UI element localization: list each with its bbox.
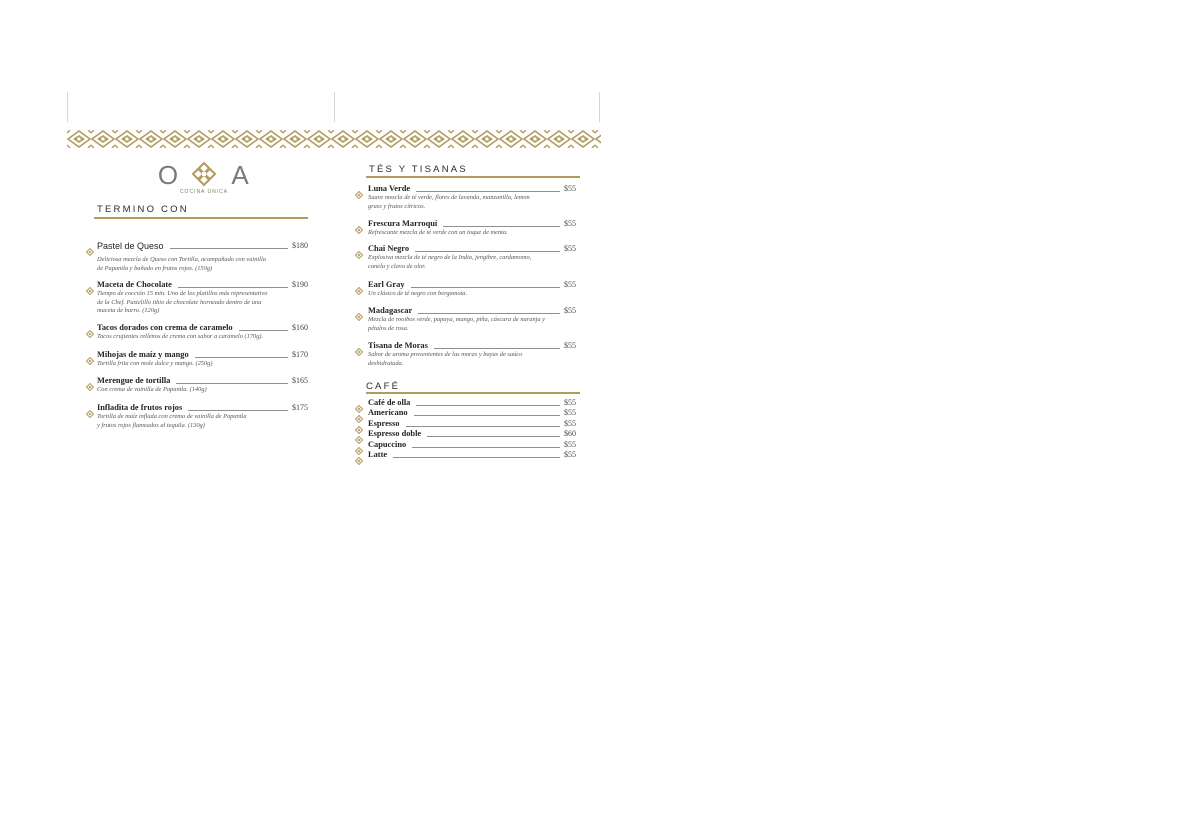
dessert-name: Pastel de Queso bbox=[97, 241, 164, 251]
dotted-leader bbox=[195, 357, 288, 358]
tea-description-line: deshidratada. bbox=[368, 359, 404, 367]
diamond-bullet-icon bbox=[86, 378, 94, 386]
tea-price: $55 bbox=[564, 280, 576, 289]
diamond-bullet-icon bbox=[355, 308, 363, 316]
section-title-termino: TERMINO CON bbox=[97, 204, 189, 215]
tea-name: Tisana de Moras bbox=[368, 341, 428, 350]
tea-price: $55 bbox=[564, 306, 576, 315]
dessert-description-line: Tortilla frita con mole dulce y mango. (250g) bbox=[97, 360, 213, 367]
diamond-bullet-icon bbox=[355, 400, 363, 408]
tea-description-line: canela y clavo de olor. bbox=[368, 262, 426, 270]
dotted-leader bbox=[178, 287, 288, 288]
diamond-bullet-icon bbox=[355, 282, 363, 290]
diamond-bullet-icon bbox=[355, 442, 363, 450]
dotted-leader bbox=[414, 415, 560, 416]
tea-description-line: Explosiva mezcla de té negro de la India, jengibre, cardamomo, bbox=[368, 254, 532, 261]
logo-x-emblem bbox=[193, 163, 215, 185]
dessert-description-line: y frutos rojos flameados al tequila. (130g) bbox=[97, 421, 205, 429]
coffee-price: $55 bbox=[564, 418, 576, 428]
tea-description-line: pétalos de rosa. bbox=[368, 324, 409, 332]
coffee-name: Espresso doble bbox=[368, 429, 422, 439]
tea-name: Frescura Marroquí bbox=[368, 219, 438, 228]
dotted-leader bbox=[406, 426, 561, 427]
fold-mark-left bbox=[67, 92, 68, 122]
dessert-name: Tacos dorados con crema de caramelo bbox=[97, 323, 233, 332]
diamond-bullet-icon bbox=[355, 431, 363, 439]
dotted-leader bbox=[415, 251, 560, 252]
dessert-price: $175 bbox=[292, 403, 308, 412]
diamond-bullet-icon bbox=[355, 186, 363, 194]
dessert-description-line: Con crema de vainilla de Papantla. (140g) bbox=[97, 386, 207, 393]
dotted-leader bbox=[416, 405, 560, 406]
coffee-price: $55 bbox=[564, 408, 576, 418]
diamond-bullet-icon bbox=[86, 405, 94, 413]
dotted-leader bbox=[393, 457, 560, 458]
tea-description-line: Mezcla de rooibos verde, papaya, mango, piña, cáscara de naranja y bbox=[368, 316, 546, 323]
dessert-description-line: Tiempo de cocción 15 min. Uno de los platillos más representativo bbox=[97, 290, 268, 297]
coffee-price: $55 bbox=[564, 450, 576, 459]
dotted-leader bbox=[416, 191, 560, 192]
diamond-bullet-icon bbox=[355, 452, 363, 460]
dessert-name: Maceta de Chocolate bbox=[97, 280, 172, 289]
brand-tagline: COCINA ÚNICA bbox=[179, 189, 229, 195]
diamond-bullet-icon bbox=[355, 246, 363, 254]
diamond-bullet-icon bbox=[355, 343, 363, 351]
dessert-description-line: maceta de barro. (120g) bbox=[97, 307, 160, 315]
diamond-bullet-icon bbox=[86, 325, 94, 333]
diamond-bullet-icon bbox=[86, 282, 94, 290]
section-rule-cafe bbox=[366, 392, 580, 394]
coffee-price: $55 bbox=[564, 439, 576, 449]
coffee-name: Latte bbox=[368, 450, 388, 459]
coffee-name: Café de olla bbox=[368, 398, 411, 407]
tea-description-line: Un clásico de té negro con bergamota. bbox=[368, 290, 468, 297]
section-rule-tes bbox=[366, 176, 580, 178]
section-title-tes: TÉS Y TISANAS bbox=[369, 164, 468, 175]
tea-price: $55 bbox=[564, 341, 576, 350]
dessert-price: $180 bbox=[292, 241, 308, 250]
logo-letter-a: A bbox=[231, 160, 249, 188]
tea-description-line: grass y frutos cítricos. bbox=[368, 202, 426, 210]
dessert-name: Infladita de frutos rojos bbox=[97, 403, 183, 412]
dotted-leader bbox=[411, 287, 560, 288]
tea-price: $55 bbox=[564, 219, 576, 228]
tea-name: Luna Verde bbox=[368, 184, 411, 193]
dotted-leader bbox=[418, 313, 560, 314]
tea-description-line: Sabor de aroma provenientes de las moras y bayas de saúco bbox=[368, 351, 523, 358]
dessert-description-line: de la Chef. Pastelillo tibio de chocolate horneado dentro de una bbox=[97, 298, 262, 306]
dessert-price: $165 bbox=[292, 376, 308, 385]
coffee-name: Espresso bbox=[368, 418, 400, 428]
dessert-name: Mihojas de maíz y mango bbox=[97, 350, 189, 359]
dotted-leader bbox=[239, 330, 288, 331]
dotted-leader bbox=[188, 410, 288, 411]
decorative-border-band bbox=[67, 130, 601, 148]
diamond-bullet-icon bbox=[86, 352, 94, 360]
tea-description-line: Refrescante mezcla de té verde con un toque de menta. bbox=[368, 229, 508, 236]
tea-name: Earl Gray bbox=[368, 280, 405, 289]
dessert-description-line: Tacos crujientes rellenos de crema con sabor a caramelo (170g). bbox=[97, 333, 264, 340]
dessert-description-line: Deliciosa mezcla de Queso con Tortilla, acompañado con vainilla bbox=[97, 256, 266, 263]
dessert-description-line: de Papantla y bañado en frutos rojos. (150g) bbox=[97, 264, 213, 272]
diamond-bullet-icon bbox=[86, 243, 94, 251]
fold-mark-right bbox=[599, 92, 600, 122]
dessert-name: Merengue de tortilla bbox=[97, 376, 171, 385]
section-title-cafe: CAFÉ bbox=[366, 381, 401, 392]
fold-mark-center bbox=[334, 92, 335, 122]
dessert-price: $160 bbox=[292, 323, 308, 332]
tea-name: Madagascar bbox=[368, 306, 413, 315]
logo-letter-o: O bbox=[158, 160, 179, 188]
dessert-price: $170 bbox=[292, 350, 308, 359]
diamond-bullet-icon bbox=[355, 421, 363, 429]
dotted-leader bbox=[427, 436, 560, 437]
dessert-description-line: Tortilla de maíz inflada con crema de vainilla de Papantla bbox=[97, 413, 247, 420]
dotted-leader bbox=[176, 383, 288, 384]
coffee-price: $60 bbox=[564, 429, 576, 439]
coffee-price: $55 bbox=[564, 398, 576, 407]
diamond-bullet-icon bbox=[355, 221, 363, 229]
section-rule-termino bbox=[94, 217, 308, 219]
tea-price: $55 bbox=[564, 244, 576, 253]
coffee-name: Capuccino bbox=[368, 439, 407, 449]
dotted-leader bbox=[170, 248, 288, 249]
dotted-leader bbox=[434, 348, 560, 349]
dotted-leader bbox=[443, 226, 560, 227]
diamond-bullet-icon bbox=[355, 410, 363, 418]
dessert-price: $190 bbox=[292, 280, 308, 289]
tea-description-line: Suave mezcla de té verde, flores de lavanda, manzanilla, lemon bbox=[368, 194, 530, 201]
tea-price: $55 bbox=[564, 184, 576, 193]
dotted-leader bbox=[412, 447, 560, 448]
coffee-name: Americano bbox=[368, 408, 408, 418]
tea-name: Chai Negro bbox=[368, 244, 410, 253]
